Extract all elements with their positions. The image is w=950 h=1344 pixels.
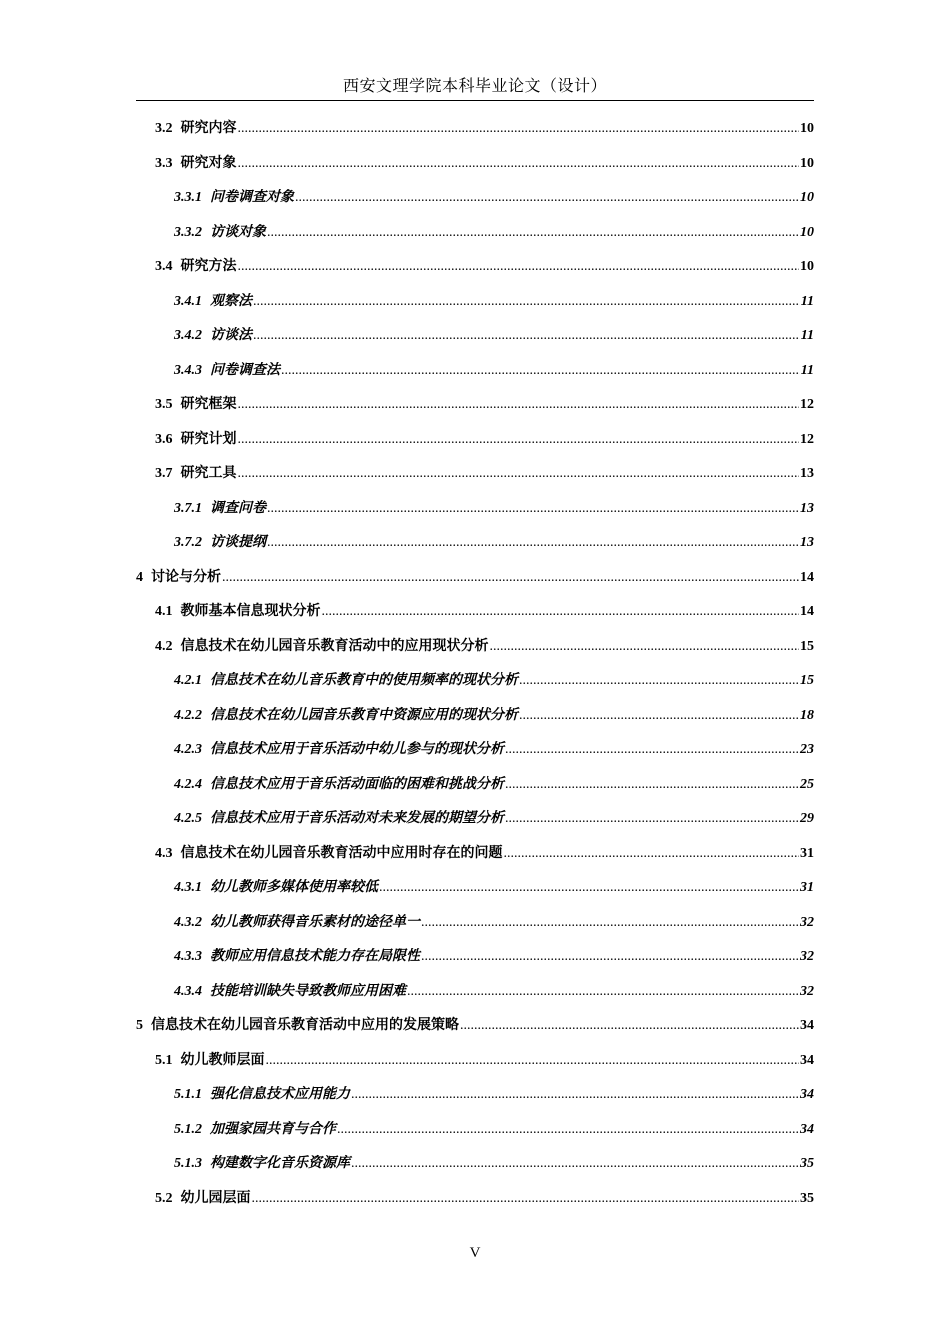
toc-entry[interactable] [136, 112, 814, 147]
toc-entry-title: 幼儿教师层面 [180, 1052, 265, 1068]
toc-entry-page: 12 [800, 397, 814, 412]
toc-entry-page: 31 [800, 880, 814, 895]
toc-entry-number: 4 [136, 569, 143, 585]
toc-entry-number: 3.4.2 [174, 328, 202, 343]
toc-entry[interactable] [136, 1009, 814, 1044]
toc-entry-page: 11 [800, 293, 814, 309]
toc-entry[interactable] [136, 388, 814, 423]
toc-entry-title: 强化信息技术应用能力 [210, 1087, 350, 1102]
toc-entry-title: 问卷调查对象 [210, 190, 294, 205]
toc-entry-page: 35 [800, 1156, 814, 1171]
toc-entry-title: 技能培训缺失导致教师应用困难 [210, 983, 406, 999]
toc-entry[interactable] [136, 319, 814, 354]
toc-entry-number: 5.1.1 [174, 1087, 202, 1102]
toc-entry-title: 问卷调查法 [210, 362, 280, 378]
toc-dot-leader [281, 354, 800, 389]
toc-entry[interactable] [136, 975, 814, 1010]
toc-entry-title: 研究对象 [180, 155, 237, 171]
toc-entry-title: 教师基本信息现状分析 [180, 604, 321, 619]
toc-dot-leader [490, 630, 800, 665]
toc-entry-number: 5.1 [155, 1052, 173, 1068]
toc-entry-number: 4.3 [155, 845, 173, 861]
toc-entry-number: 3.7.1 [174, 500, 202, 516]
toc-entry-number: 3.2 [155, 121, 173, 136]
toc-entry-title: 幼儿园层面 [180, 1190, 251, 1206]
header-divider [136, 100, 814, 101]
toc-entry-page: 34 [800, 1121, 814, 1137]
toc-entry-number: 3.7 [155, 466, 173, 481]
toc-entry-number: 5.1.2 [174, 1121, 202, 1137]
toc-entry-page: 10 [800, 155, 814, 171]
toc-entry-number: 3.3 [155, 155, 173, 171]
toc-entry-number: 5.2 [155, 1190, 173, 1206]
toc-entry[interactable] [136, 768, 814, 803]
toc-entry-title: 观察法 [210, 293, 252, 309]
toc-entry-page: 10 [800, 190, 814, 205]
toc-dot-leader [519, 699, 799, 734]
toc-entry-number: 4.2.4 [174, 776, 202, 792]
toc-entry-page: 14 [800, 604, 814, 619]
toc-entry-number: 4.2.3 [174, 742, 202, 757]
toc-entry-page: 10 [800, 121, 814, 136]
toc-entry-number: 4.2.2 [174, 707, 202, 723]
toc-entry-page: 11 [800, 328, 814, 343]
toc-entry-page: 18 [800, 707, 814, 723]
toc-entry[interactable] [136, 423, 814, 458]
toc-entry-page: 14 [800, 569, 814, 585]
toc-dot-leader [337, 1113, 799, 1148]
toc-entry[interactable] [136, 906, 814, 941]
toc-entry-title: 信息技术应用于音乐活动中幼儿参与的现状分析 [210, 742, 504, 757]
toc-entry[interactable] [136, 216, 814, 251]
toc-entry-title: 讨论与分析 [151, 569, 221, 585]
toc-entry-title: 研究方法 [180, 259, 237, 274]
toc-entry-number: 4.1 [155, 604, 173, 619]
toc-entry-number: 4.3.4 [174, 983, 202, 999]
toc-entry-title: 构建数字化音乐资源库 [210, 1156, 350, 1171]
toc-entry-title: 研究工具 [180, 466, 237, 481]
toc-entry-number: 4.2.5 [174, 811, 202, 826]
toc-dot-leader [379, 871, 799, 906]
toc-dot-leader [267, 492, 799, 527]
toc-entry-number: 4.3.3 [174, 949, 202, 964]
page-number: V [469, 1245, 481, 1261]
toc-entry[interactable] [136, 457, 814, 492]
toc-dot-leader [351, 1078, 799, 1113]
toc-entry-title: 教师应用信息技术能力存在局限性 [210, 949, 420, 964]
toc-entry-number: 5 [136, 1018, 143, 1033]
toc-entry[interactable] [136, 1147, 814, 1182]
toc-dot-leader [322, 595, 800, 630]
toc-entry-number: 4.2 [155, 638, 173, 654]
toc-dot-leader [253, 319, 800, 354]
toc-entry-page: 34 [800, 1018, 814, 1033]
toc-dot-leader [505, 733, 799, 768]
toc-entry-page: 32 [800, 983, 814, 999]
toc-entry-page: 15 [800, 673, 814, 688]
toc-entry[interactable] [136, 802, 814, 837]
toc-entry-page: 34 [800, 1087, 814, 1102]
toc-entry-page: 31 [800, 845, 814, 861]
toc-dot-leader [252, 1182, 800, 1217]
toc-entry[interactable] [136, 1182, 814, 1217]
toc-entry[interactable] [136, 354, 814, 389]
toc-dot-leader [267, 216, 799, 251]
toc-dot-leader [421, 940, 799, 975]
toc-entry-title: 访谈法 [210, 328, 252, 343]
toc-entry-number: 3.4 [155, 259, 173, 274]
toc-entry-page: 35 [800, 1190, 814, 1206]
toc-dot-leader [351, 1147, 799, 1182]
toc-entry-number: 4.3.2 [174, 914, 202, 930]
toc-entry[interactable] [136, 561, 814, 596]
toc-entry-title: 研究框架 [180, 397, 237, 412]
toc-entry-page: 11 [800, 362, 814, 378]
toc-dot-leader [519, 664, 799, 699]
toc-entry-title: 信息技术在幼儿园音乐教育中资源应用的现状分析 [210, 707, 518, 723]
toc-entry-number: 3.4.3 [174, 362, 202, 378]
toc-dot-leader [253, 285, 800, 320]
toc-entry-page: 34 [800, 1052, 814, 1068]
toc-entry-page: 13 [800, 535, 814, 550]
toc-entry-title: 信息技术应用于音乐活动面临的困难和挑战分析 [210, 776, 504, 792]
toc-dot-leader [407, 975, 799, 1010]
toc-entry-page: 29 [800, 811, 814, 826]
toc-entry-page: 12 [800, 431, 814, 447]
toc-entry-page: 10 [800, 259, 814, 274]
toc-entry-number: 3.3.2 [174, 224, 202, 240]
toc-entry-page: 32 [800, 949, 814, 964]
toc-entry[interactable] [136, 526, 814, 561]
toc-dot-leader [267, 526, 799, 561]
toc-entry[interactable] [136, 630, 814, 665]
toc-entry-title: 研究内容 [180, 121, 237, 136]
toc-entry[interactable] [136, 664, 814, 699]
toc-entry[interactable] [136, 181, 814, 216]
toc-entry-number: 3.3.1 [174, 190, 202, 205]
toc-dot-leader [222, 561, 799, 596]
toc-dot-leader [238, 388, 800, 423]
toc-dot-leader [421, 906, 799, 941]
toc-entry-number: 3.7.2 [174, 535, 202, 550]
toc-entry-title: 访谈提纲 [210, 535, 266, 550]
toc-dot-leader [505, 802, 799, 837]
toc-dot-leader [238, 147, 800, 182]
toc-entry[interactable] [136, 250, 814, 285]
toc-entry[interactable] [136, 147, 814, 182]
toc-entry-title: 调查问卷 [210, 500, 266, 516]
toc-dot-leader [460, 1009, 799, 1044]
toc-entry[interactable] [136, 492, 814, 527]
toc-entry-page: 23 [800, 742, 814, 757]
toc-entry-number: 3.4.1 [174, 293, 202, 309]
toc-entry[interactable] [136, 699, 814, 734]
toc-dot-leader [238, 112, 800, 147]
toc-entry-title: 访谈对象 [210, 224, 266, 240]
toc-entry[interactable] [136, 940, 814, 975]
toc-dot-leader [238, 423, 800, 458]
toc-entry[interactable] [136, 1113, 814, 1148]
toc-entry-title: 幼儿教师获得音乐素材的途径单一 [210, 914, 420, 930]
toc-dot-leader [266, 1044, 800, 1079]
toc-dot-leader [504, 837, 800, 872]
toc-dot-leader [295, 181, 799, 216]
page-header: 西安文理学院本科毕业论文（设计） [342, 78, 607, 95]
toc-entry[interactable] [136, 1044, 814, 1079]
toc-entry-title: 信息技术在幼儿园音乐教育活动中应用的发展策略 [151, 1018, 459, 1033]
toc-entry-page: 15 [800, 638, 814, 654]
toc-entry[interactable] [136, 285, 814, 320]
toc-entry-title: 研究计划 [180, 431, 237, 447]
toc-entry[interactable] [136, 595, 814, 630]
toc-dot-leader [238, 457, 800, 492]
toc-entry[interactable] [136, 1078, 814, 1113]
toc-entry-number: 4.2.1 [174, 673, 202, 688]
toc-entry-page: 13 [800, 466, 814, 481]
toc-entry-title: 信息技术在幼儿园音乐教育活动中的应用现状分析 [180, 638, 489, 654]
toc-entry-title: 信息技术在幼儿音乐教育中的使用频率的现状分析 [210, 673, 518, 688]
toc-entry-title: 信息技术应用于音乐活动对未来发展的期望分析 [210, 811, 504, 826]
toc-entry-number: 3.5 [155, 397, 173, 412]
toc-entry[interactable] [136, 733, 814, 768]
toc-entry-title: 幼儿教师多媒体使用率较低 [210, 880, 378, 895]
toc-entry-number: 5.1.3 [174, 1156, 202, 1171]
toc-entry-page: 10 [800, 224, 814, 240]
toc-entry-number: 3.6 [155, 431, 173, 447]
toc-entry-page: 32 [800, 914, 814, 930]
toc-entry-page: 25 [800, 776, 814, 792]
table-of-contents [136, 112, 814, 1216]
toc-dot-leader [238, 250, 800, 285]
toc-entry-page: 13 [800, 500, 814, 516]
toc-entry-number: 4.3.1 [174, 880, 202, 895]
toc-entry[interactable] [136, 871, 814, 906]
toc-entry-title: 加强家园共育与合作 [210, 1121, 336, 1137]
toc-dot-leader [505, 768, 799, 803]
toc-entry-title: 信息技术在幼儿园音乐教育活动中应用时存在的问题 [180, 845, 503, 861]
toc-entry[interactable] [136, 837, 814, 872]
